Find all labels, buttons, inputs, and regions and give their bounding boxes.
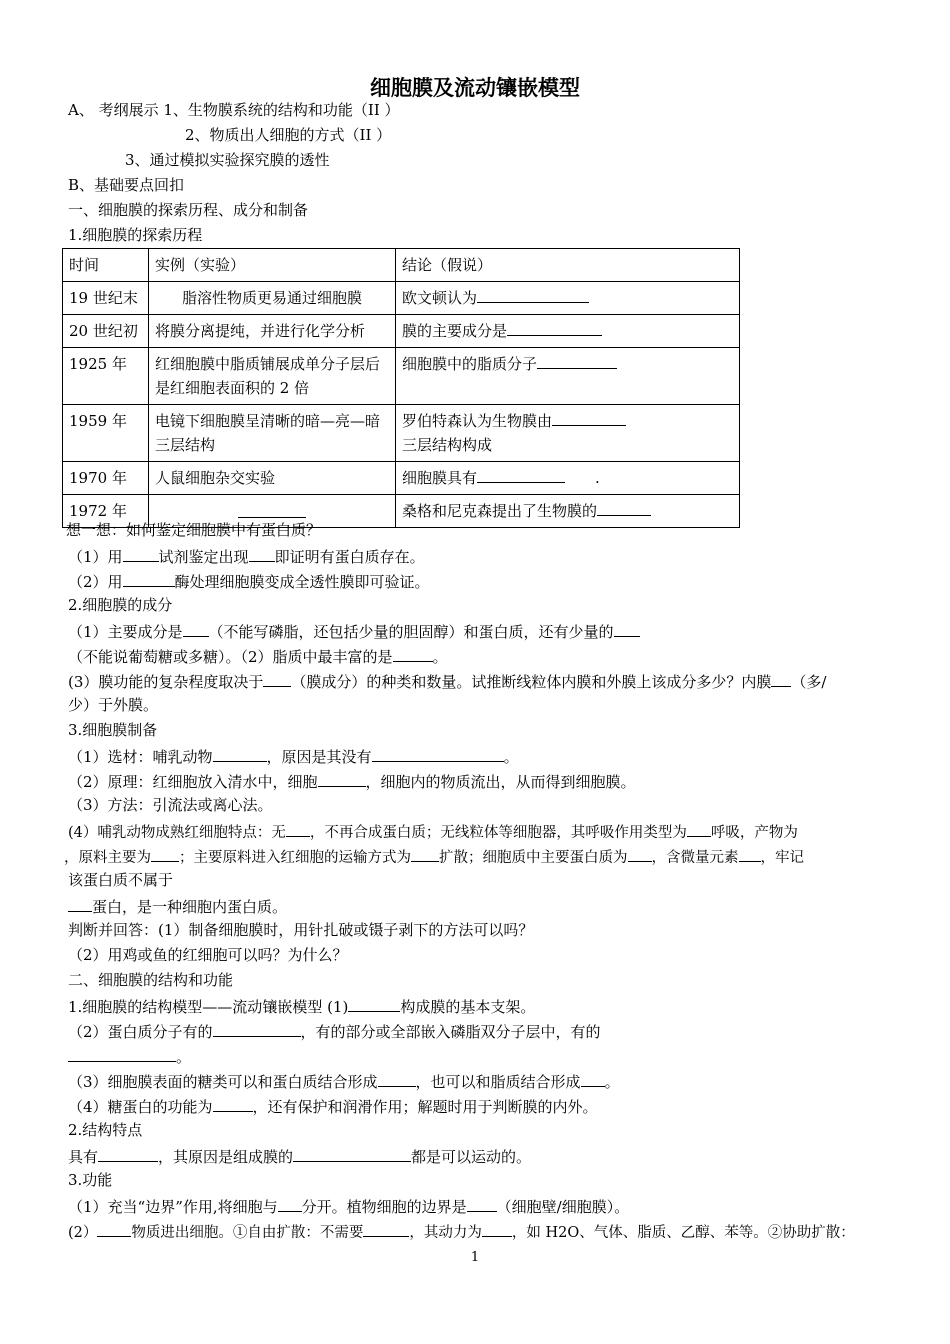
cell-conclusion xyxy=(396,462,740,495)
composition-line-2 xyxy=(68,645,448,667)
text: （1）用 xyxy=(68,548,123,566)
answer-blank[interactable] xyxy=(213,745,267,762)
composition-line-3 xyxy=(68,670,826,692)
text: ，不再合成蛋白质；无线粒体等细胞器，其呼吸作用类型为 xyxy=(309,825,687,841)
composition-line-1 xyxy=(68,620,640,642)
answer-blank[interactable] xyxy=(628,845,652,862)
text: （2）用 xyxy=(68,573,123,591)
text: 。 xyxy=(503,748,519,766)
conclusion-text: 欧文顿认为 xyxy=(402,289,478,307)
text: 。 xyxy=(176,1048,192,1066)
text: （2）原理：红细胞放入清水中，细胞 xyxy=(68,773,318,791)
answer-blank[interactable] xyxy=(123,545,159,562)
text: ，有的部分或全部嵌入磷脂双分子层中，有的 xyxy=(300,1023,601,1041)
cell-conclusion xyxy=(396,405,740,462)
answer-blank[interactable] xyxy=(614,620,640,637)
table-row xyxy=(63,282,740,315)
text: 蛋白，是一种细胞内蛋白质。 xyxy=(92,898,288,916)
section-heading-2: 二、细胞膜的结构和功能 xyxy=(68,971,234,989)
answer-blank[interactable] xyxy=(97,1220,131,1237)
text: （3）细胞膜表面的糖类可以和蛋白质结合形成 xyxy=(68,1073,378,1091)
composition-line-4: 少）于外膜。 xyxy=(68,696,159,714)
answer-blank[interactable] xyxy=(477,286,589,303)
text: 都是可以运动的。 xyxy=(411,1148,532,1166)
text: 构成膜的基本支架。 xyxy=(400,998,536,1016)
text: (2） xyxy=(68,1225,98,1241)
cell-example: 脂溶性物质更易通过细胞膜 xyxy=(149,282,396,315)
conclusion-text: 罗伯特森认为生物膜由 xyxy=(402,412,553,430)
preparation-line-1 xyxy=(68,745,519,767)
cell-example: 红细胞膜中脂质铺展成单分子层后是红细胞表面积的 2 倍 xyxy=(149,348,396,405)
answer-blank[interactable] xyxy=(278,1195,302,1212)
answer-blank[interactable] xyxy=(213,1020,301,1037)
answer-blank[interactable] xyxy=(348,995,400,1012)
function-line-2 xyxy=(68,1220,855,1243)
text: （1）主要成分是 xyxy=(68,623,183,641)
conclusion-text: 桑格和尼克森提出了生物膜的 xyxy=(402,502,598,520)
cell-conclusion xyxy=(396,282,740,315)
answer-blank[interactable] xyxy=(739,845,761,862)
table-row xyxy=(63,462,740,495)
text: （膜成分）的种类和数量。试推断线粒体内膜和外膜上该成分多少？内膜 xyxy=(291,673,772,691)
header-time: 时间 xyxy=(63,249,149,282)
header-example: 实例（实验） xyxy=(149,249,396,282)
conclusion-text: 细胞膜中的脂质分子 xyxy=(402,355,538,373)
cell-conclusion xyxy=(396,315,740,348)
cell-conclusion xyxy=(396,495,740,528)
answer-blank[interactable] xyxy=(482,1220,512,1237)
cell-example: 电镜下细胞膜呈清晰的暗—亮—暗三层结构 xyxy=(149,405,396,462)
subsection-heading-composition: 2.细胞膜的成分 xyxy=(68,596,173,614)
function-line-1 xyxy=(68,1195,629,1217)
text: 具有 xyxy=(68,1148,99,1166)
structure-line-4 xyxy=(68,1070,620,1092)
structure-line-5 xyxy=(68,1095,598,1117)
cell-time: 19 世纪末 xyxy=(63,282,149,315)
answer-blank[interactable] xyxy=(123,570,175,587)
subsection-heading-function: 3.功能 xyxy=(68,1171,113,1189)
answer-blank[interactable] xyxy=(372,745,504,762)
text: （细胞壁/细胞膜）。 xyxy=(496,1198,630,1216)
answer-blank[interactable] xyxy=(467,1195,497,1212)
conclusion-text: 膜的主要成分是 xyxy=(402,322,508,340)
text: 物质进出细胞。①自由扩散：不需要 xyxy=(131,1225,364,1241)
cell-time: 1972 年 xyxy=(63,495,149,528)
answer-blank[interactable] xyxy=(68,1045,176,1062)
table-row xyxy=(63,315,740,348)
text: 呼吸，产物为 xyxy=(710,825,798,841)
cell-conclusion xyxy=(396,348,740,405)
text: ；主要原料进入红细胞的运输方式为 xyxy=(179,850,411,866)
cell-time: 1925 年 xyxy=(63,348,149,405)
text: ，其原因是组成膜的 xyxy=(158,1148,294,1166)
answer-blank[interactable] xyxy=(183,620,209,637)
text: （不能写磷脂，还包括少量的胆固醇）和蛋白质，还有少量的 xyxy=(208,623,614,641)
subsection-heading-preparation: 3.细胞膜制备 xyxy=(68,721,158,739)
table-header-row xyxy=(63,249,740,282)
outline-line-3: 3、通过模拟实验探究膜的透性 xyxy=(125,151,330,169)
text: ，还有保护和润滑作用；解题时用于判断膜的内外。 xyxy=(252,1098,598,1116)
answer-blank[interactable] xyxy=(771,670,791,687)
text: 。 xyxy=(432,648,448,666)
answer-blank[interactable] xyxy=(98,1145,158,1162)
text: 试剂鉴定出现 xyxy=(158,548,249,566)
text: ，原因是其没有 xyxy=(266,748,372,766)
answer-blank[interactable] xyxy=(293,1145,411,1162)
text: （不能说葡萄糖或多糖）。（2）脂质中最丰富的是 xyxy=(68,648,393,666)
structure-line-1 xyxy=(68,995,535,1017)
think-line-1 xyxy=(68,545,425,567)
table-row xyxy=(63,405,740,462)
cell-time: 1959 年 xyxy=(63,405,149,462)
cell-time: 1970 年 xyxy=(63,462,149,495)
cell-example: 将膜分离提纯，并进行化学分析 xyxy=(149,315,396,348)
answer-blank[interactable] xyxy=(249,545,275,562)
answer-blank[interactable] xyxy=(213,1095,253,1112)
answer-blank[interactable] xyxy=(552,409,626,426)
conclusion-text: 细胞膜具有 xyxy=(402,469,478,487)
header-conclusion: 结论（假说） xyxy=(396,249,740,282)
structure-line-2 xyxy=(68,1020,601,1042)
think-question: 想一想：如何鉴定细胞膜中有蛋白质？ xyxy=(66,521,322,539)
answer-blank[interactable] xyxy=(286,820,310,837)
text: ，其动力为 xyxy=(409,1225,482,1241)
text: 酶处理细胞膜变成全透性膜即可验证。 xyxy=(174,573,430,591)
text: 分开。植物细胞的边界是 xyxy=(301,1198,467,1216)
answer-blank[interactable] xyxy=(581,1070,605,1087)
answer-blank[interactable] xyxy=(151,845,179,862)
answer-blank[interactable] xyxy=(507,319,602,336)
answer-blank[interactable] xyxy=(537,352,617,369)
outline-line-2: 2、物质出人细胞的方式（II ） xyxy=(185,126,392,144)
answer-blank[interactable] xyxy=(263,670,291,687)
think-line-2 xyxy=(68,570,430,592)
answer-blank[interactable] xyxy=(363,1220,409,1237)
text: (4）哺乳动物成熟红细胞特点：无 xyxy=(68,825,286,841)
cell-time: 20 世纪初 xyxy=(63,315,149,348)
page-number: 1 xyxy=(470,1250,480,1265)
preparation-line-5 xyxy=(64,845,804,868)
text: 1.细胞膜的结构模型——流动镶嵌模型 (1) xyxy=(68,998,349,1016)
features-line xyxy=(68,1145,531,1167)
text: ，含微量元素 xyxy=(651,850,739,866)
outline-line-1: A、 考纲展示 1、生物膜系统的结构和功能（II ） xyxy=(68,101,400,119)
preparation-line-7 xyxy=(68,895,287,917)
preparation-line-3: （3）方法：引流法或离心法。 xyxy=(68,796,273,814)
structure-line-3 xyxy=(68,1045,191,1067)
conclusion-period: . xyxy=(595,469,600,487)
cell-example: 人鼠细胞杂交实验 xyxy=(149,462,396,495)
text: ，也可以和脂质结合形成 xyxy=(415,1073,581,1091)
answer-blank[interactable] xyxy=(393,645,433,662)
history-table xyxy=(62,248,740,528)
text: （1）充当“边界”作用,将细胞与 xyxy=(68,1198,278,1216)
judgement-line-1: 判断并回答：(1）制备细胞膜时，用针扎破或镊子剥下的方法可以吗？ xyxy=(68,921,534,939)
outline-line-4: B、基础要点回扣 xyxy=(68,176,185,194)
text: (3）膜功能的复杂程度取决于 xyxy=(68,673,264,691)
table-row xyxy=(63,348,740,405)
text: ，牢记 xyxy=(760,850,804,866)
example-blank-line xyxy=(238,507,306,518)
text: （4）糖蛋白的功能为 xyxy=(68,1098,213,1116)
text: （1）选材：哺乳动物 xyxy=(68,748,213,766)
answer-blank[interactable] xyxy=(597,499,651,516)
text: （2）蛋白质分子有的 xyxy=(68,1023,213,1041)
text: 扩散；细胞质中主要蛋白质为 xyxy=(439,850,628,866)
text: 即证明有蛋白质存在。 xyxy=(274,548,425,566)
subsection-heading-history: 1.细胞膜的探索历程 xyxy=(68,226,203,244)
answer-blank[interactable] xyxy=(411,845,439,862)
text: ，细胞内的物质流出，从而得到细胞膜。 xyxy=(365,773,636,791)
text: ，原料主要为 xyxy=(64,850,151,866)
preparation-line-4 xyxy=(68,820,798,843)
text: 。 xyxy=(604,1073,620,1091)
section-heading-1: 一、细胞膜的探索历程、成分和制备 xyxy=(68,201,309,219)
answer-blank[interactable] xyxy=(318,770,366,787)
judgement-line-2: （2）用鸡或鱼的红细胞可以吗？为什么？ xyxy=(68,946,348,964)
answer-blank[interactable] xyxy=(477,466,565,483)
answer-blank[interactable] xyxy=(687,820,711,837)
preparation-line-6: 该蛋白质不属于 xyxy=(68,871,174,889)
subsection-heading-features: 2.结构特点 xyxy=(68,1121,143,1139)
page-title: 细胞膜及流动镶嵌模型 xyxy=(370,76,580,100)
text: ，如 H2O、气体、脂质、乙醇、苯等。②协助扩散： xyxy=(511,1225,855,1241)
answer-blank[interactable] xyxy=(68,895,92,912)
text: （多/ xyxy=(791,673,827,691)
answer-blank[interactable] xyxy=(378,1070,416,1087)
preparation-line-2 xyxy=(68,770,636,792)
conclusion-text-continued: 三层结构构成 xyxy=(402,436,493,454)
